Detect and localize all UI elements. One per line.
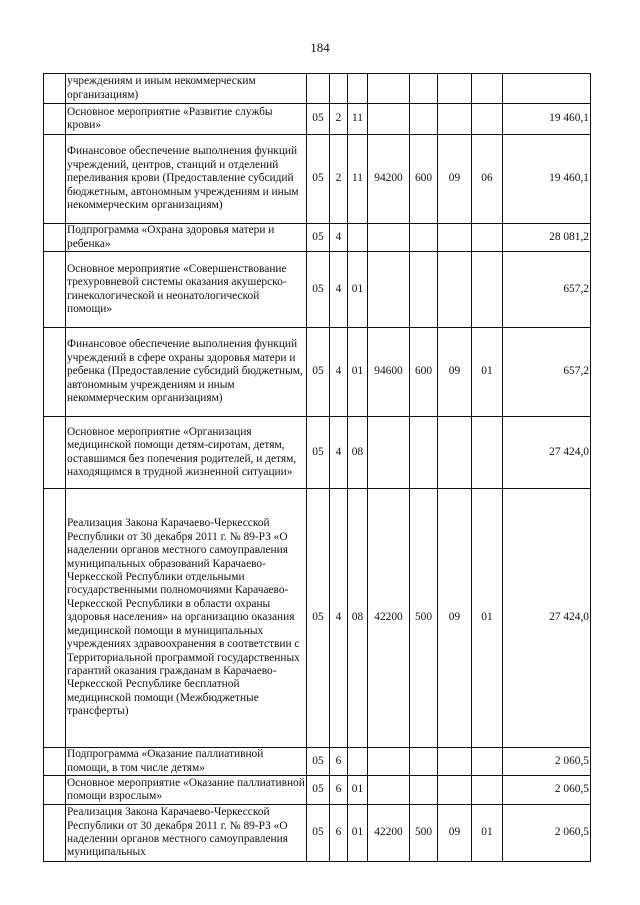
code-article <box>368 74 410 104</box>
row-description: Основное мероприятие «Организация медицинской помощи детям-сиротам, детям, оставшимся без попечения родителей, и детям, находящимся в трудной жизненной ситуации» <box>66 417 307 489</box>
table-row <box>44 104 591 135</box>
code-section <box>307 74 330 104</box>
code-article <box>368 417 410 489</box>
code-section: 05 <box>307 252 330 328</box>
row-amount: 27 424,0 <box>503 417 591 489</box>
code-article <box>368 104 410 135</box>
code-section: 05 <box>307 805 330 862</box>
code-section: 05 <box>307 328 330 417</box>
code-chapter <box>438 776 472 805</box>
row-marker-cell <box>44 252 66 328</box>
code-expense-type: 500 <box>410 489 438 748</box>
code-chapter <box>438 224 472 252</box>
code-section: 05 <box>307 417 330 489</box>
code-section: 05 <box>307 748 330 776</box>
row-description: Подпрограмма «Оказание паллиативной помощи, в том числе детям» <box>66 748 307 776</box>
code-chapter <box>438 748 472 776</box>
code-article <box>368 224 410 252</box>
table-row <box>44 489 591 748</box>
row-description: Реализация Закона Карачаево-Черкесской Республики от 30 декабря 2011 г. № 89-РЗ «О наделении органов местного самоуправления муниципальных <box>66 805 307 862</box>
code-subsection: 4 <box>330 252 348 328</box>
code-program <box>348 74 368 104</box>
code-article: 42200 <box>368 805 410 862</box>
table-row <box>44 748 591 776</box>
code-section: 05 <box>307 135 330 224</box>
code-subsection: 2 <box>330 135 348 224</box>
row-amount: 28 081,2 <box>503 224 591 252</box>
code-program: 08 <box>348 417 368 489</box>
row-marker-cell <box>44 224 66 252</box>
row-amount: 657,2 <box>503 328 591 417</box>
code-subsection: 4 <box>330 224 348 252</box>
code-subsection: 4 <box>330 489 348 748</box>
code-section: 05 <box>307 224 330 252</box>
code-program: 01 <box>348 805 368 862</box>
code-section: 05 <box>307 489 330 748</box>
row-marker-cell <box>44 104 66 135</box>
code-chapter: 09 <box>438 328 472 417</box>
row-description: учреждениям и иным некоммерческим организациям) <box>66 74 307 104</box>
code-subchapter: 06 <box>472 135 503 224</box>
code-expense-type: 600 <box>410 328 438 417</box>
code-article <box>368 776 410 805</box>
table-row <box>44 805 591 862</box>
code-expense-type: 600 <box>410 135 438 224</box>
row-marker-cell <box>44 417 66 489</box>
code-subsection: 4 <box>330 417 348 489</box>
code-subsection: 2 <box>330 104 348 135</box>
page-number: 184 <box>310 40 330 55</box>
row-amount: 27 424,0 <box>503 489 591 748</box>
code-chapter: 09 <box>438 805 472 862</box>
row-description: Основное мероприятие «Оказание паллиативной помощи взрослым» <box>66 776 307 805</box>
table-row <box>44 252 591 328</box>
row-amount <box>503 74 591 104</box>
code-expense-type <box>410 417 438 489</box>
row-marker-cell <box>44 74 66 104</box>
code-expense-type <box>410 748 438 776</box>
row-marker-cell <box>44 135 66 224</box>
code-subsection <box>330 74 348 104</box>
row-description: Реализация Закона Карачаево-Черкесской Республики от 30 декабря 2011 г. № 89-РЗ «О наделении органов местного самоуправления муниципальных образований Карачаево-Черкесской Республики отдельными государственными полномочиями Карачаево-Черкесской Республики в области охраны здоровья населения» на организацию оказания медицинской помощи в муниципальных учреждениях здравоохранения в соответствии с Территориальной программой государственных гарантий оказания гражданам в Карачаево-Черкесской Республике бесплатной медицинской помощи (Межбюджетные трансферты) <box>66 489 307 748</box>
code-subchapter <box>472 224 503 252</box>
row-amount: 19 460,1 <box>503 104 591 135</box>
code-article: 42200 <box>368 489 410 748</box>
row-description: Финансовое обеспечение выполнения функций учреждений в сфере охраны здоровья матери и ребенка (Предоставление субсидий бюджетным, автономным учреждениям и иным некоммерческим организациям) <box>66 328 307 417</box>
row-marker-cell <box>44 328 66 417</box>
code-program: 01 <box>348 776 368 805</box>
row-description: Финансовое обеспечение выполнения функций учреждений, центров, станций и отделений переливания крови (Предоставление субсидий бюджетным, автономным учреждениям и иным некоммерческим организациям) <box>66 135 307 224</box>
table-row <box>44 328 591 417</box>
code-expense-type <box>410 252 438 328</box>
code-section: 05 <box>307 776 330 805</box>
row-amount: 2 060,5 <box>503 805 591 862</box>
row-description: Основное мероприятие «Развитие службы крови» <box>66 104 307 135</box>
code-subchapter <box>472 776 503 805</box>
table-row <box>44 417 591 489</box>
code-expense-type <box>410 104 438 135</box>
code-article: 94200 <box>368 135 410 224</box>
row-amount: 2 060,5 <box>503 776 591 805</box>
code-subsection: 6 <box>330 776 348 805</box>
row-marker-cell <box>44 748 66 776</box>
code-subsection: 6 <box>330 748 348 776</box>
table-row <box>44 224 591 252</box>
row-amount: 657,2 <box>503 252 591 328</box>
code-subchapter <box>472 748 503 776</box>
code-chapter: 09 <box>438 489 472 748</box>
code-program: 08 <box>348 489 368 748</box>
budget-table <box>43 73 591 862</box>
code-subchapter: 01 <box>472 805 503 862</box>
code-chapter <box>438 74 472 104</box>
row-marker-cell <box>44 776 66 805</box>
code-program <box>348 224 368 252</box>
row-amount: 19 460,1 <box>503 135 591 224</box>
code-subchapter <box>472 74 503 104</box>
table-row <box>44 776 591 805</box>
code-subsection: 6 <box>330 805 348 862</box>
row-marker-cell <box>44 805 66 862</box>
code-section: 05 <box>307 104 330 135</box>
code-subchapter <box>472 104 503 135</box>
code-chapter <box>438 104 472 135</box>
row-description: Подпрограмма «Охрана здоровья матери и ребенка» <box>66 224 307 252</box>
code-expense-type <box>410 776 438 805</box>
code-program <box>348 748 368 776</box>
code-program: 01 <box>348 252 368 328</box>
code-subsection: 4 <box>330 328 348 417</box>
table-row <box>44 135 591 224</box>
code-expense-type: 500 <box>410 805 438 862</box>
code-program: 11 <box>348 104 368 135</box>
table-row <box>44 74 591 104</box>
row-amount: 2 060,5 <box>503 748 591 776</box>
code-subchapter: 01 <box>472 328 503 417</box>
code-subchapter: 01 <box>472 489 503 748</box>
code-article <box>368 252 410 328</box>
code-article <box>368 748 410 776</box>
code-article: 94600 <box>368 328 410 417</box>
code-subchapter <box>472 417 503 489</box>
row-description: Основное мероприятие «Совершенствование трехуровневой системы оказания акушерско-гинекологической и неонатологической помощи» <box>66 252 307 328</box>
code-expense-type <box>410 74 438 104</box>
code-program: 11 <box>348 135 368 224</box>
code-subchapter <box>472 252 503 328</box>
code-chapter <box>438 417 472 489</box>
code-program: 01 <box>348 328 368 417</box>
code-chapter: 09 <box>438 135 472 224</box>
code-expense-type <box>410 224 438 252</box>
code-chapter <box>438 252 472 328</box>
row-marker-cell <box>44 489 66 748</box>
